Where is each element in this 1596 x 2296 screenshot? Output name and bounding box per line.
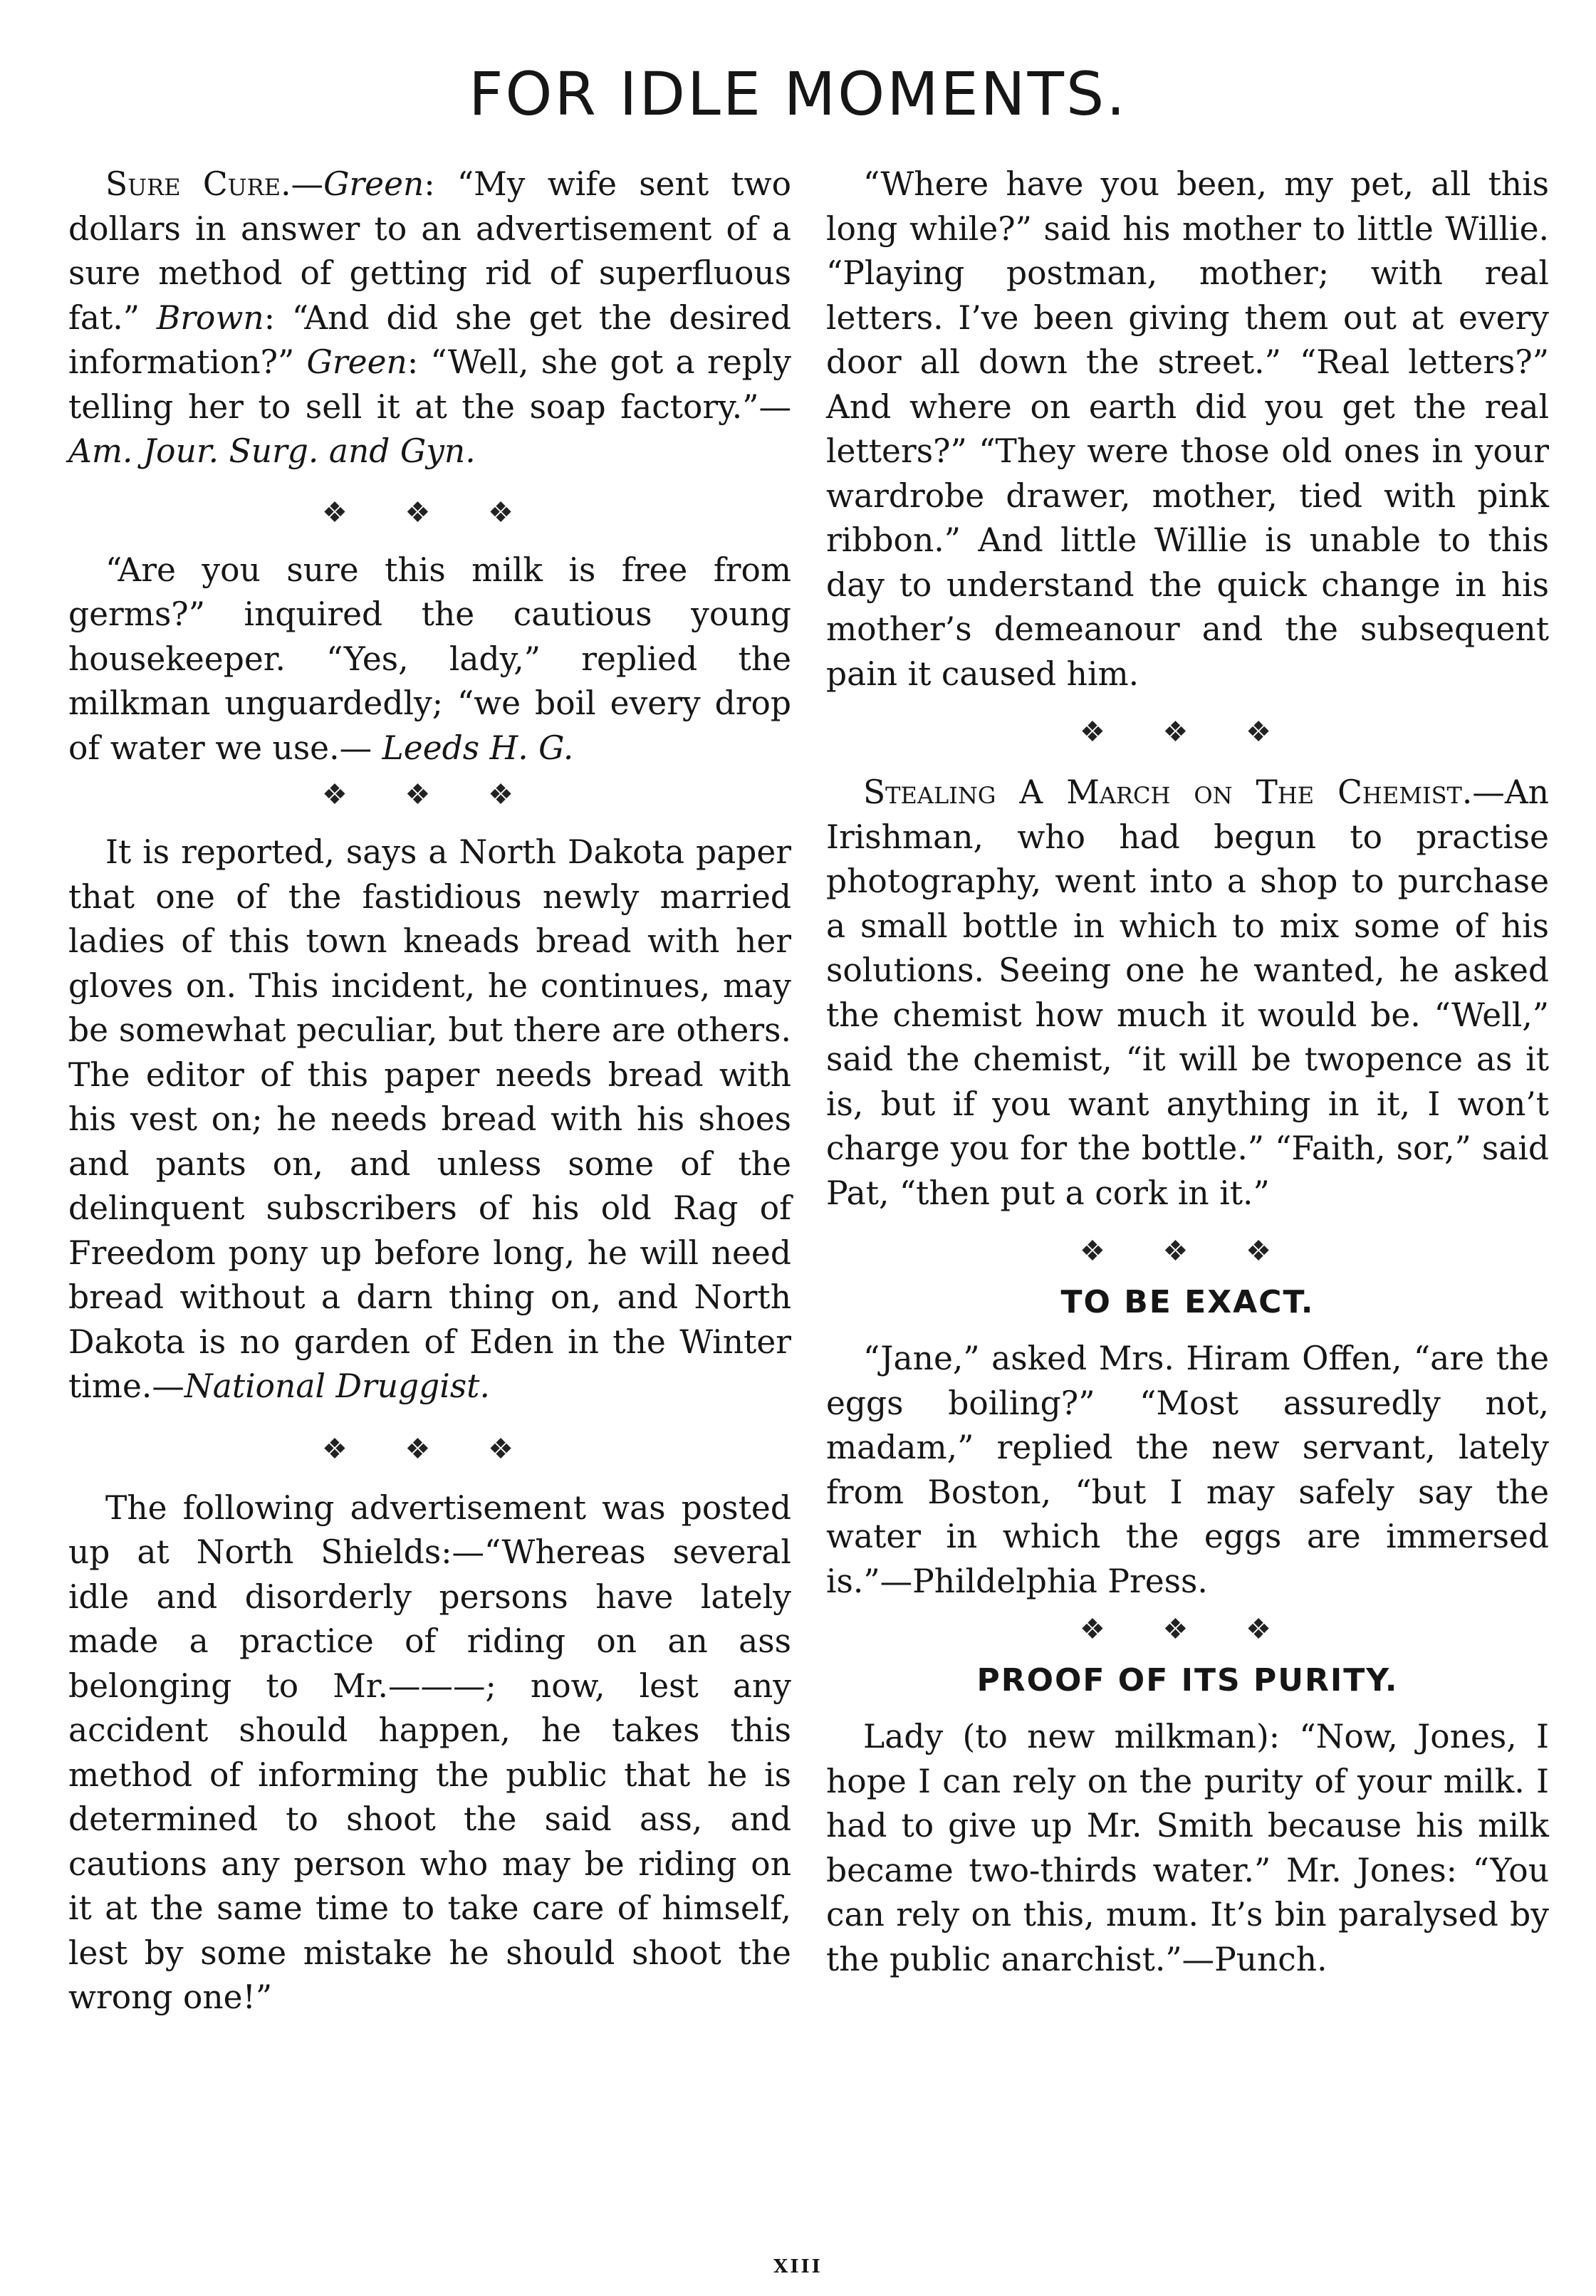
milk-germs-source: Leeds H. G. <box>382 729 574 767</box>
ornament-divider: ❖ ❖ ❖ <box>1079 716 1295 748</box>
speaker-green-1: Green <box>323 165 424 203</box>
sure-cure-source: Am. Jour. Surg. and Gyn. <box>68 432 476 470</box>
page-number: XIII <box>773 2256 823 2277</box>
joke-sure-cure <box>68 162 791 474</box>
heading-proof-of-purity: PROOF OF ITS PURITY. <box>976 1662 1399 1698</box>
joke-to-be-exact: “Jane,” asked Mrs. Hiram Offen, “are the eggs boiling?” “Most assuredly not, madam,” replied the new servant, lately from Boston, “but I may safely say the water in which the eggs are immersed is.”—Phildelphia Press. <box>826 1340 1549 1600</box>
north-dakota-source: National Druggist. <box>184 1367 490 1405</box>
joke-milk-germs <box>68 548 791 771</box>
joke-north-shields: The following advertisement was posted up at North Shields:—“Whereas several idle and disorderly persons have lately made a practice of riding on an ass belonging to Mr.———; now, lest any accident should happen, he takes this method of informing the public that he is determined to shoot the said ass, and cautions any person who may be riding on it at the same time to take care of himself, lest by some mistake he should shoot the wrong one!” <box>68 1488 791 2016</box>
chemist-text: —An Irishman, who had begun to practise photography, went into a shop to purchase a small bottle in which to mix some of his solutions. Seeing one he wanted, he asked the chemist how much it would be. “Well,” said the chemist, “it will be twopence as it is, but if you want anything in it, I won’t charge you for the bottle.” “Faith, sor,” said Pat, “then put a cork in it.” <box>826 773 1549 1212</box>
joke-proof-of-purity: Lady (to new milkman): “Now, Jones, I hope I can rely on the purity of your milk. I had to give up Mr. Smith because his milk became two-thirds water.” Mr. Jones: “You can rely on this, mum. It’s bin paralysed by the public anarchist.”—Punch. <box>826 1718 1549 1978</box>
joke-chemist <box>826 771 1549 1216</box>
milk-germs-text: “Are you sure this milk is free from germs?” inquired the cautious young housekeeper. “Yes, lady,” replied the milkman unguardedly; “we boil every drop of water we use.— <box>68 550 791 767</box>
ornament-divider: ❖ ❖ ❖ <box>321 778 538 811</box>
ornament-divider: ❖ ❖ ❖ <box>321 496 538 529</box>
left-column <box>68 162 791 2020</box>
ornament-divider: ❖ ❖ ❖ <box>1079 1613 1295 1646</box>
sure-cure-lead: Sure Cure. <box>105 165 291 203</box>
north-dakota-text: It is reported, says a North Dakota paper that one of the fastidious newly married ladies of this town kneads bread with her gloves on. This incident, he continues, may be somewhat peculiar, but there are others. The editor of this paper needs bread with his vest on; he needs bread with his shoes and pants on, and unless some of the delinquent subscribers of his old Rag of Freedom pony up before long, he will need bread without a darn thing on, and North Dakota is no garden of Eden in the Winter time.— <box>68 833 791 1405</box>
heading-to-be-exact: TO BE EXACT. <box>1060 1284 1315 1320</box>
joke-playing-postman: “Where have you been, my pet, all this long while?” said his mother to little Willie. “Playing postman, mother; with real letters. I’ve been giving them out at every door all down the street.” “Real letters?” And where on earth did you get the real letters?” “They were those old ones in your wardrobe drawer, mother, tied with pink ribbon.” And little Willie is unable to this day to understand the quick change in his mother’s demeanour and the subsequent pain it caused him. <box>826 165 1549 693</box>
sure-cure-text-2: : “My wife sent two dollars in answer to an advertisement of a sure method of getting rid of superfluous fat.” <box>68 165 791 337</box>
speaker-brown: Brown <box>156 298 264 337</box>
sure-cure-text-4: : “Well, she got a reply telling her to sell it at the soap factory.”— <box>68 343 791 426</box>
joke-north-dakota <box>68 830 791 1409</box>
chemist-lead: Stealing A March on The Chemist. <box>863 773 1473 811</box>
right-column <box>826 162 1549 1982</box>
sure-cure-text-1: — <box>291 165 324 203</box>
page-title: FOR IDLE MOMENTS. <box>469 59 1127 129</box>
ornament-divider: ❖ ❖ ❖ <box>1079 1235 1295 1268</box>
ornament-divider: ❖ ❖ ❖ <box>321 1432 538 1466</box>
speaker-green-2: Green <box>306 343 407 381</box>
sure-cure-text-3: : “And did she get the desired information?” <box>68 298 791 381</box>
